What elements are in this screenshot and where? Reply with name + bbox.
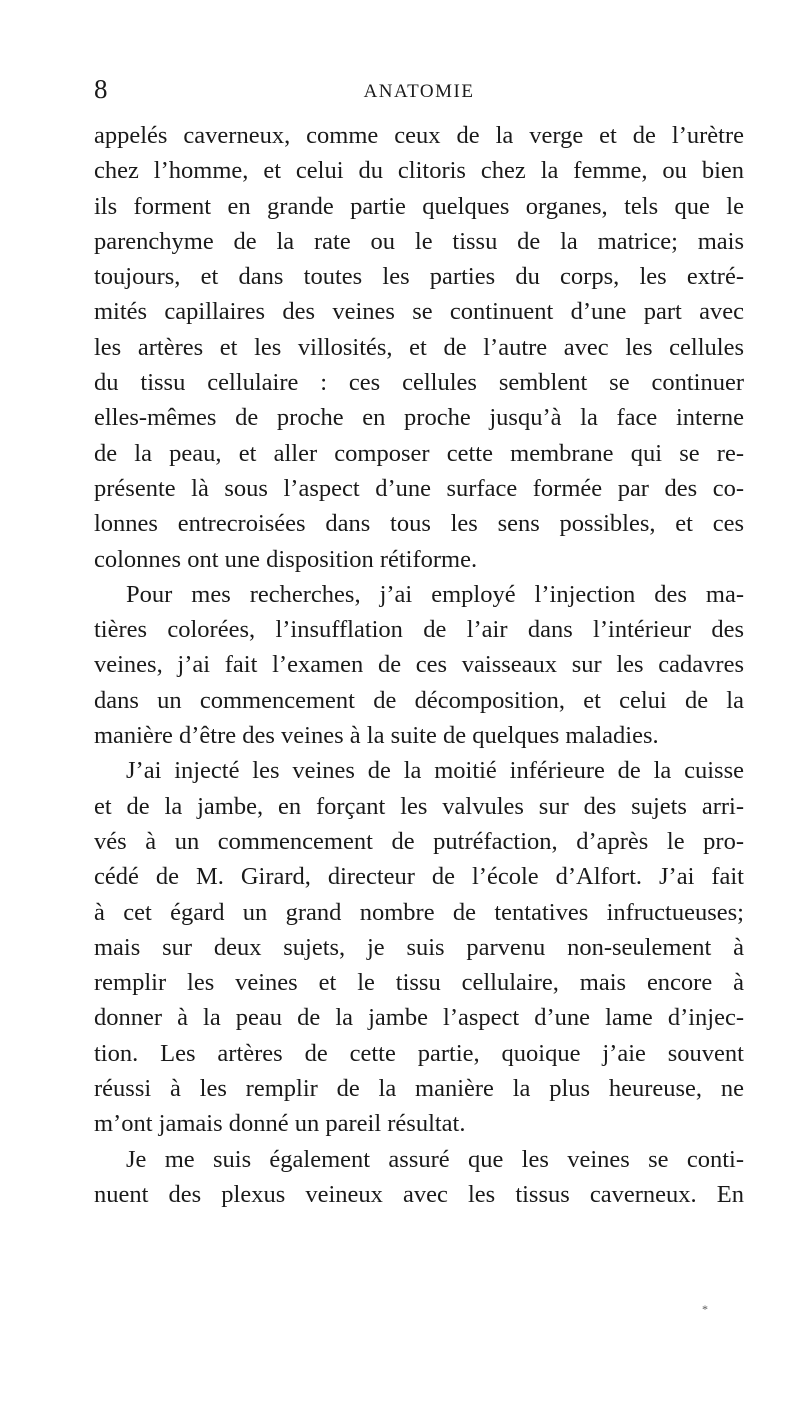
text-line: les artères et les villosités, et de l’autre avec les cellules <box>94 333 744 361</box>
text-line: lonnes entrecroisées dans tous les sens possibles, et ces <box>94 510 744 538</box>
text-line: chez l’homme, et celui du clitoris chez la femme, ou bien <box>94 157 744 185</box>
text-line: vés à un commencement de putréfaction, d’après le pro- <box>94 827 744 855</box>
text-line: Je me suis également assuré que les veines se conti- <box>126 1145 744 1173</box>
text-line: à cet égard un grand nombre de tentatives infructueuses; <box>94 898 744 926</box>
text-line: cédé de M. Girard, directeur de l’école d’Alfort. J’ai fait <box>94 863 744 891</box>
text-line: mais sur deux sujets, je suis parvenu non-seulement à <box>94 933 744 961</box>
page-number: 8 <box>94 74 108 104</box>
text-line: ils forment en grande partie quelques organes, tels que le <box>94 192 744 220</box>
text-line: Pour mes recherches, j’ai employé l’injection des ma- <box>126 580 744 608</box>
text-line: J’ai injecté les veines de la moitié inférieure de la cuisse <box>126 757 744 785</box>
text-line: manière d’être des veines à la suite de quelques maladies. <box>94 722 659 750</box>
text-line: donner à la peau de la jambe l’aspect d’une lame d’injec- <box>94 1004 744 1032</box>
running-head: ANATOMIE <box>363 81 475 102</box>
text-line: parenchyme de la rate ou le tissu de la matrice; mais <box>94 227 744 255</box>
text-line: colonnes ont une disposition rétiforme. <box>94 545 478 573</box>
page-header <box>94 74 744 110</box>
text-line: veines, j’ai fait l’examen de ces vaisseaux sur les cadavres <box>94 651 744 679</box>
body-text <box>94 118 744 1212</box>
text-line: elles-mêmes de proche en proche jusqu’à la face interne <box>94 404 744 432</box>
text-line: réussi à les remplir de la manière la plus heureuse, ne <box>94 1075 744 1103</box>
text-line: tières colorées, l’insufflation de l’air dans l’intérieur des <box>94 616 744 644</box>
signature-mark: * <box>702 1302 708 1316</box>
text-line: dans un commencement de décomposition, et celui de la <box>94 686 744 714</box>
text-line: tion. Les artères de cette partie, quoique j’aie souvent <box>94 1039 744 1067</box>
text-line: appelés caverneux, comme ceux de la verge et de l’urètre <box>94 122 744 149</box>
text-line: remplir les veines et le tissu cellulaire, mais encore à <box>94 969 744 997</box>
text-line: de la peau, et aller composer cette membrane qui se re- <box>94 439 744 467</box>
text-line: du tissu cellulaire : ces cellules semblent se continuer <box>94 369 744 397</box>
text-line: nuent des plexus veineux avec les tissus caverneux. En <box>94 1180 744 1208</box>
text-line: toujours, et dans toutes les parties du corps, les extré- <box>94 263 744 291</box>
text-line: et de la jambe, en forçant les valvules sur des sujets arri- <box>94 792 744 820</box>
text-line: présente là sous l’aspect d’une surface formée par des co- <box>94 474 744 502</box>
text-line: mités capillaires des veines se continuent d’une part avec <box>94 298 744 326</box>
text-line: m’ont jamais donné un pareil résultat. <box>94 1110 466 1138</box>
